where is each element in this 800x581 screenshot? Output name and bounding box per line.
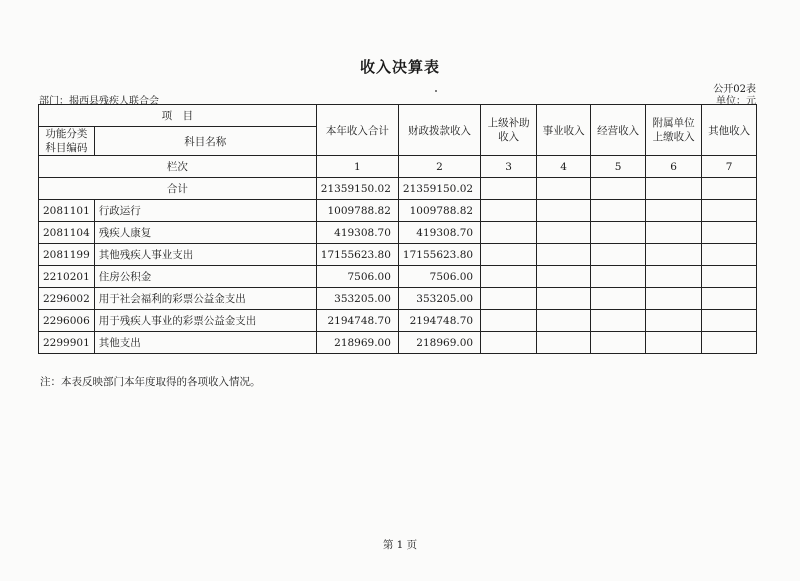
- row-name: 残疾人康复: [94, 222, 316, 244]
- row-code: 2081101: [39, 200, 95, 222]
- empty-cell: [646, 222, 702, 244]
- empty-cell: [537, 222, 591, 244]
- empty-cell: [481, 222, 537, 244]
- row-col1: 353205.00: [316, 288, 398, 310]
- table-row: [39, 200, 757, 222]
- header-col3: 上级补助收入: [481, 105, 537, 156]
- row-col1: 2194748.70: [316, 310, 398, 332]
- row-col2: 218969.00: [398, 332, 480, 354]
- row-col2: 2194748.70: [398, 310, 480, 332]
- row-col2: 353205.00: [398, 288, 480, 310]
- empty-cell: [591, 244, 646, 266]
- empty-cell: [646, 200, 702, 222]
- row-name: 其他支出: [94, 332, 316, 354]
- total-row: [39, 178, 757, 200]
- column-index: 3: [481, 156, 537, 178]
- row-code: 2081199: [39, 244, 95, 266]
- column-index: 6: [646, 156, 702, 178]
- table-row: [39, 332, 757, 354]
- row-col2: 419308.70: [398, 222, 480, 244]
- empty-cell: [646, 178, 702, 200]
- empty-cell: [591, 200, 646, 222]
- empty-cell: [537, 178, 591, 200]
- row-code: 2210201: [39, 266, 95, 288]
- row-col2: 17155623.80: [398, 244, 480, 266]
- empty-cell: [537, 200, 591, 222]
- department-label: 部门：揭西县残疾人联合会: [39, 96, 159, 107]
- empty-cell: [537, 244, 591, 266]
- column-index: 2: [398, 156, 480, 178]
- column-index: 4: [537, 156, 591, 178]
- unit-label: 单位：元: [716, 96, 756, 107]
- empty-cell: [591, 178, 646, 200]
- header-col7: 其他收入: [702, 105, 757, 156]
- page-number: 第 1 页: [382, 539, 418, 551]
- column-index: 7: [702, 156, 757, 178]
- income-table: [38, 104, 757, 354]
- row-col2: 1009788.82: [398, 200, 480, 222]
- row-name: 住房公积金: [94, 266, 316, 288]
- total-col1: 21359150.02: [316, 178, 398, 200]
- scan-speck: [435, 90, 437, 92]
- empty-cell: [702, 266, 757, 288]
- column-index: 5: [591, 156, 646, 178]
- empty-cell: [537, 288, 591, 310]
- form-code: 公开02表: [713, 84, 756, 95]
- row-code: 2081104: [39, 222, 95, 244]
- row-code: 2299901: [39, 332, 95, 354]
- row-name: 行政运行: [94, 200, 316, 222]
- empty-cell: [646, 244, 702, 266]
- table-row: [39, 288, 757, 310]
- empty-cell: [481, 266, 537, 288]
- column-index-row: [39, 156, 757, 178]
- empty-cell: [702, 200, 757, 222]
- empty-cell: [702, 244, 757, 266]
- row-col1: 419308.70: [316, 222, 398, 244]
- column-index: 1: [316, 156, 398, 178]
- empty-cell: [702, 178, 757, 200]
- total-col2: 21359150.02: [398, 178, 480, 200]
- row-code: 2296006: [39, 310, 95, 332]
- empty-cell: [646, 288, 702, 310]
- empty-cell: [591, 222, 646, 244]
- empty-cell: [481, 288, 537, 310]
- row-name: 用于残疾人事业的彩票公益金支出: [94, 310, 316, 332]
- document-title: 收入决算表: [359, 58, 440, 76]
- empty-cell: [481, 178, 537, 200]
- table-note: 注：本表反映部门本年度取得的各项收入情况。: [40, 376, 261, 388]
- empty-cell: [481, 244, 537, 266]
- table-row: [39, 222, 757, 244]
- empty-cell: [481, 332, 537, 354]
- header-func-name: 科目名称: [94, 127, 316, 156]
- row-col1: 17155623.80: [316, 244, 398, 266]
- empty-cell: [646, 332, 702, 354]
- empty-cell: [702, 332, 757, 354]
- empty-cell: [646, 266, 702, 288]
- column-index-label: 栏次: [39, 156, 317, 178]
- row-col2: 7506.00: [398, 266, 480, 288]
- table-row: [39, 266, 757, 288]
- empty-cell: [702, 310, 757, 332]
- empty-cell: [537, 266, 591, 288]
- empty-cell: [702, 288, 757, 310]
- empty-cell: [481, 200, 537, 222]
- row-col1: 218969.00: [316, 332, 398, 354]
- row-col1: 7506.00: [316, 266, 398, 288]
- row-code: 2296002: [39, 288, 95, 310]
- row-name: 其他残疾人事业支出: [94, 244, 316, 266]
- row-col1: 1009788.82: [316, 200, 398, 222]
- empty-cell: [591, 266, 646, 288]
- header-col5: 经营收入: [591, 105, 646, 156]
- empty-cell: [591, 332, 646, 354]
- empty-cell: [537, 310, 591, 332]
- header-func-code: 功能分类科目编码: [39, 127, 95, 156]
- header-item: 项 目: [39, 105, 317, 127]
- total-label: 合计: [39, 178, 317, 200]
- empty-cell: [646, 310, 702, 332]
- header-col6: 附属单位上缴收入: [646, 105, 702, 156]
- table-row: [39, 310, 757, 332]
- header-col1: 本年收入合计: [316, 105, 398, 156]
- header-col2: 财政拨款收入: [398, 105, 480, 156]
- empty-cell: [537, 332, 591, 354]
- table-row: [39, 244, 757, 266]
- row-name: 用于社会福利的彩票公益金支出: [94, 288, 316, 310]
- empty-cell: [591, 288, 646, 310]
- empty-cell: [481, 310, 537, 332]
- empty-cell: [702, 222, 757, 244]
- header-col4: 事业收入: [537, 105, 591, 156]
- header-row-top: [39, 105, 757, 127]
- empty-cell: [591, 310, 646, 332]
